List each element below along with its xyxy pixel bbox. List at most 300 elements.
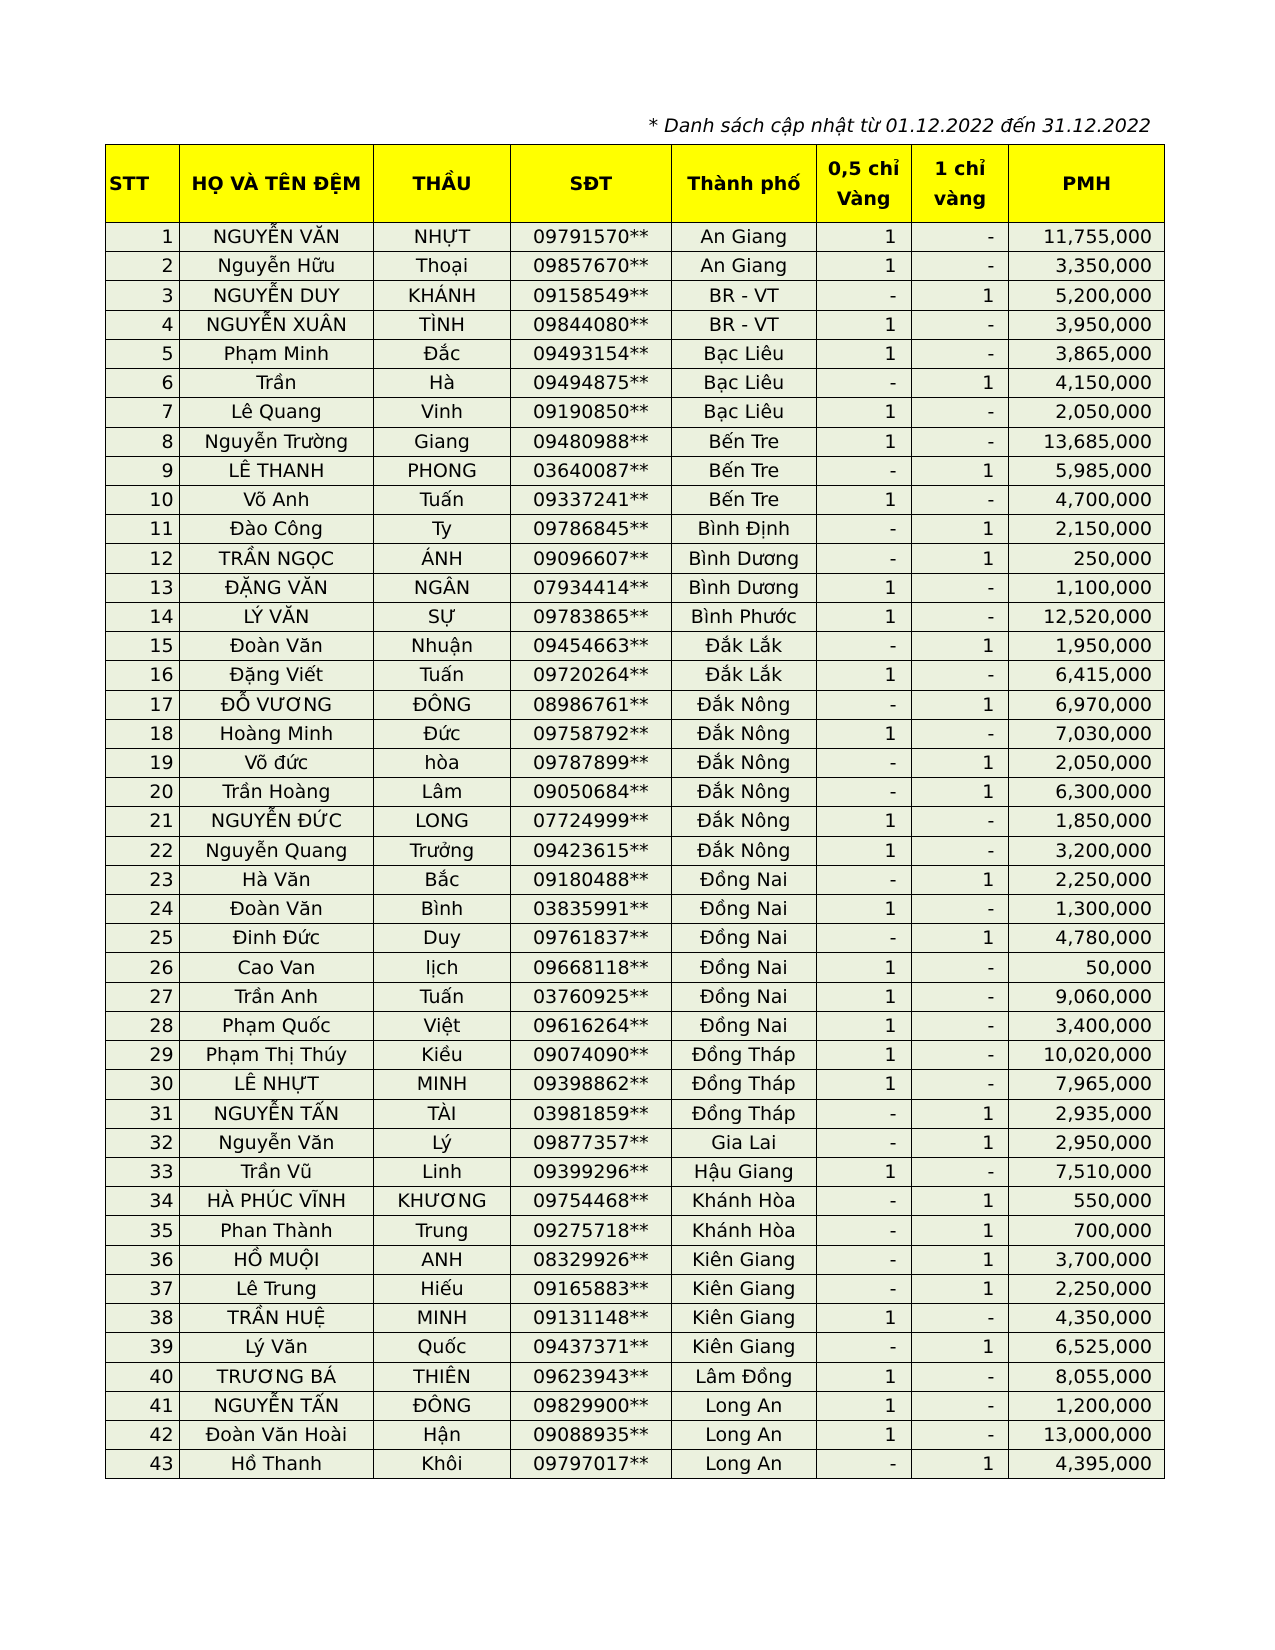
- cell-ho-ten: Đặng Viết: [179, 661, 374, 690]
- cell-thanh-pho: Đắk Nông: [671, 807, 816, 836]
- cell-half-chi: 1: [816, 223, 911, 252]
- cell-half-chi: 1: [816, 1011, 911, 1040]
- cell-ho-ten: LÊ NHỰT: [179, 1070, 374, 1099]
- cell-ho-ten: Lý Văn: [179, 1333, 374, 1362]
- cell-pmh: 2,935,000: [1009, 1099, 1165, 1128]
- cell-stt: 43: [106, 1450, 180, 1479]
- cell-pmh: 3,400,000: [1009, 1011, 1165, 1040]
- table-row: [106, 223, 1165, 252]
- cell-stt: 1: [106, 223, 180, 252]
- cell-thau: NGÂN: [374, 573, 511, 602]
- cell-stt: 38: [106, 1304, 180, 1333]
- cell-thanh-pho: Khánh Hòa: [671, 1187, 816, 1216]
- cell-half-chi: -: [816, 515, 911, 544]
- table-row: [106, 602, 1165, 631]
- cell-sdt: 08329926**: [510, 1245, 671, 1274]
- cell-sdt: 09797017**: [510, 1450, 671, 1479]
- cell-pmh: 4,780,000: [1009, 924, 1165, 953]
- cell-half-chi: 1: [816, 398, 911, 427]
- cell-sdt: 09791570**: [510, 223, 671, 252]
- cell-stt: 17: [106, 690, 180, 719]
- table-row: [106, 339, 1165, 368]
- table-row: [106, 1245, 1165, 1274]
- cell-pmh: 11,755,000: [1009, 223, 1165, 252]
- cell-half-chi: 1: [816, 895, 911, 924]
- cell-thau: Nhuận: [374, 632, 511, 661]
- cell-thau: Hiếu: [374, 1274, 511, 1303]
- table-row: [106, 1450, 1165, 1479]
- cell-half-chi: -: [816, 778, 911, 807]
- cell-thau: Lâm: [374, 778, 511, 807]
- cell-ho-ten: HÀ PHÚC VĨNH: [179, 1187, 374, 1216]
- cell-pmh: 1,300,000: [1009, 895, 1165, 924]
- cell-pmh: 4,350,000: [1009, 1304, 1165, 1333]
- cell-pmh: 6,300,000: [1009, 778, 1165, 807]
- cell-ho-ten: ĐỖ VƯƠNG: [179, 690, 374, 719]
- cell-half-chi: 1: [816, 252, 911, 281]
- cell-thanh-pho: Đồng Nai: [671, 1011, 816, 1040]
- cell-thanh-pho: Bến Tre: [671, 427, 816, 456]
- cell-thau: ĐÔNG: [374, 690, 511, 719]
- cell-pmh: 2,950,000: [1009, 1128, 1165, 1157]
- cell-thanh-pho: Long An: [671, 1391, 816, 1420]
- cell-ho-ten: LÊ THANH: [179, 456, 374, 485]
- cell-sdt: 09623943**: [510, 1362, 671, 1391]
- cell-one-chi: 1: [911, 1274, 1009, 1303]
- cell-half-chi: 1: [816, 1304, 911, 1333]
- table-row: [106, 1128, 1165, 1157]
- cell-thanh-pho: Khánh Hòa: [671, 1216, 816, 1245]
- cell-one-chi: -: [911, 1391, 1009, 1420]
- cell-one-chi: 1: [911, 690, 1009, 719]
- table-row: [106, 1158, 1165, 1187]
- cell-stt: 40: [106, 1362, 180, 1391]
- cell-sdt: 09857670**: [510, 252, 671, 281]
- cell-one-chi: 1: [911, 748, 1009, 777]
- cell-one-chi: -: [911, 252, 1009, 281]
- cell-half-chi: 1: [816, 1362, 911, 1391]
- cell-thanh-pho: Bình Dương: [671, 544, 816, 573]
- cell-sdt: 09761837**: [510, 924, 671, 953]
- cell-ho-ten: Trần Vũ: [179, 1158, 374, 1187]
- cell-half-chi: 1: [816, 339, 911, 368]
- cell-one-chi: 1: [911, 1099, 1009, 1128]
- cell-ho-ten: TRƯƠNG BÁ: [179, 1362, 374, 1391]
- table-row: [106, 1041, 1165, 1070]
- cell-stt: 36: [106, 1245, 180, 1274]
- cell-half-chi: -: [816, 281, 911, 310]
- table-row: [106, 1011, 1165, 1040]
- cell-sdt: 09165883**: [510, 1274, 671, 1303]
- cell-pmh: 4,150,000: [1009, 369, 1165, 398]
- cell-thau: Bình: [374, 895, 511, 924]
- cell-thanh-pho: Đồng Tháp: [671, 1070, 816, 1099]
- cell-ho-ten: TRẦN NGỌC: [179, 544, 374, 573]
- cell-half-chi: -: [816, 1128, 911, 1157]
- cell-one-chi: -: [911, 661, 1009, 690]
- cell-thau: Bắc: [374, 865, 511, 894]
- cell-stt: 4: [106, 310, 180, 339]
- cell-thanh-pho: Đồng Nai: [671, 953, 816, 982]
- gold-award-table: [105, 144, 1165, 1479]
- cell-stt: 25: [106, 924, 180, 953]
- cell-one-chi: -: [911, 807, 1009, 836]
- cell-thanh-pho: Đồng Nai: [671, 865, 816, 894]
- cell-sdt: 09050684**: [510, 778, 671, 807]
- cell-one-chi: 1: [911, 369, 1009, 398]
- cell-one-chi: 1: [911, 1187, 1009, 1216]
- cell-one-chi: -: [911, 1041, 1009, 1070]
- header-pmh: PMH: [1009, 145, 1165, 223]
- cell-sdt: 09754468**: [510, 1187, 671, 1216]
- cell-sdt: 09190850**: [510, 398, 671, 427]
- cell-pmh: 2,250,000: [1009, 865, 1165, 894]
- cell-stt: 8: [106, 427, 180, 456]
- cell-ho-ten: HỒ MUỘI: [179, 1245, 374, 1274]
- cell-thanh-pho: Đắk Nông: [671, 778, 816, 807]
- cell-one-chi: 1: [911, 924, 1009, 953]
- table-row: [106, 953, 1165, 982]
- cell-half-chi: 1: [816, 485, 911, 514]
- cell-thanh-pho: Lâm Đồng: [671, 1362, 816, 1391]
- table-row: [106, 456, 1165, 485]
- cell-pmh: 7,510,000: [1009, 1158, 1165, 1187]
- cell-sdt: 07934414**: [510, 573, 671, 602]
- cell-ho-ten: Cao Van: [179, 953, 374, 982]
- cell-stt: 12: [106, 544, 180, 573]
- cell-thau: Thoại: [374, 252, 511, 281]
- cell-ho-ten: Hoàng Minh: [179, 719, 374, 748]
- cell-one-chi: 1: [911, 1333, 1009, 1362]
- cell-sdt: 09337241**: [510, 485, 671, 514]
- table-row: [106, 398, 1165, 427]
- table-row: [106, 1216, 1165, 1245]
- cell-stt: 19: [106, 748, 180, 777]
- cell-sdt: 09454663**: [510, 632, 671, 661]
- table-row: [106, 982, 1165, 1011]
- cell-thanh-pho: An Giang: [671, 252, 816, 281]
- cell-ho-ten: Đoàn Văn: [179, 632, 374, 661]
- cell-half-chi: -: [816, 1099, 911, 1128]
- cell-pmh: 1,100,000: [1009, 573, 1165, 602]
- cell-sdt: 09088935**: [510, 1420, 671, 1449]
- cell-stt: 33: [106, 1158, 180, 1187]
- table-row: [106, 1333, 1165, 1362]
- cell-thau: Kiều: [374, 1041, 511, 1070]
- cell-stt: 7: [106, 398, 180, 427]
- cell-one-chi: -: [911, 719, 1009, 748]
- cell-thanh-pho: Đồng Tháp: [671, 1099, 816, 1128]
- cell-sdt: 09616264**: [510, 1011, 671, 1040]
- header-one-chi-line2: vàng: [933, 187, 987, 210]
- cell-thau: SỰ: [374, 602, 511, 631]
- table-row: [106, 719, 1165, 748]
- cell-pmh: 7,965,000: [1009, 1070, 1165, 1099]
- cell-pmh: 3,200,000: [1009, 836, 1165, 865]
- cell-pmh: 10,020,000: [1009, 1041, 1165, 1070]
- cell-thanh-pho: BR - VT: [671, 281, 816, 310]
- cell-one-chi: 1: [911, 1450, 1009, 1479]
- cell-half-chi: -: [816, 544, 911, 573]
- cell-one-chi: 1: [911, 456, 1009, 485]
- table-row: [106, 748, 1165, 777]
- cell-stt: 18: [106, 719, 180, 748]
- cell-half-chi: 1: [816, 807, 911, 836]
- cell-sdt: 09720264**: [510, 661, 671, 690]
- cell-thanh-pho: Đắk Nông: [671, 836, 816, 865]
- cell-stt: 20: [106, 778, 180, 807]
- cell-half-chi: -: [816, 1245, 911, 1274]
- cell-stt: 42: [106, 1420, 180, 1449]
- cell-thau: Đắc: [374, 339, 511, 368]
- cell-thau: PHONG: [374, 456, 511, 485]
- cell-ho-ten: NGUYỄN TẤN: [179, 1391, 374, 1420]
- cell-pmh: 3,950,000: [1009, 310, 1165, 339]
- cell-stt: 39: [106, 1333, 180, 1362]
- cell-stt: 34: [106, 1187, 180, 1216]
- table-row: [106, 573, 1165, 602]
- header-one-chi: [911, 145, 1009, 223]
- cell-ho-ten: NGUYỄN DUY: [179, 281, 374, 310]
- cell-thau: ANH: [374, 1245, 511, 1274]
- cell-thau: Việt: [374, 1011, 511, 1040]
- cell-half-chi: 1: [816, 427, 911, 456]
- cell-stt: 28: [106, 1011, 180, 1040]
- cell-ho-ten: Phạm Minh: [179, 339, 374, 368]
- cell-one-chi: -: [911, 310, 1009, 339]
- cell-half-chi: 1: [816, 982, 911, 1011]
- cell-sdt: 03640087**: [510, 456, 671, 485]
- update-note: * Danh sách cập nhật từ 01.12.2022 đến 31.12.2022: [648, 115, 1151, 137]
- cell-one-chi: -: [911, 895, 1009, 924]
- cell-pmh: 1,200,000: [1009, 1391, 1165, 1420]
- cell-ho-ten: Nguyễn Quang: [179, 836, 374, 865]
- cell-pmh: 250,000: [1009, 544, 1165, 573]
- cell-thau: Tuấn: [374, 982, 511, 1011]
- table-row: [106, 1362, 1165, 1391]
- cell-thanh-pho: Đắk Nông: [671, 690, 816, 719]
- cell-thanh-pho: Kiên Giang: [671, 1245, 816, 1274]
- header-thanh-pho: Thành phố: [671, 145, 816, 223]
- cell-half-chi: 1: [816, 573, 911, 602]
- cell-half-chi: 1: [816, 1391, 911, 1420]
- cell-pmh: 2,050,000: [1009, 748, 1165, 777]
- cell-ho-ten: Trần: [179, 369, 374, 398]
- cell-half-chi: 1: [816, 836, 911, 865]
- cell-one-chi: -: [911, 953, 1009, 982]
- cell-ho-ten: ĐẶNG VĂN: [179, 573, 374, 602]
- cell-sdt: 09783865**: [510, 602, 671, 631]
- cell-half-chi: 1: [816, 1070, 911, 1099]
- table-row: [106, 924, 1165, 953]
- cell-half-chi: 1: [816, 310, 911, 339]
- cell-half-chi: -: [816, 369, 911, 398]
- cell-stt: 6: [106, 369, 180, 398]
- header-sdt: SĐT: [510, 145, 671, 223]
- cell-ho-ten: Hồ Thanh: [179, 1450, 374, 1479]
- cell-stt: 5: [106, 339, 180, 368]
- cell-sdt: 09096607**: [510, 544, 671, 573]
- cell-ho-ten: Lê Quang: [179, 398, 374, 427]
- cell-pmh: 9,060,000: [1009, 982, 1165, 1011]
- cell-half-chi: -: [816, 1187, 911, 1216]
- cell-half-chi: -: [816, 1274, 911, 1303]
- cell-thau: KHƯƠNG: [374, 1187, 511, 1216]
- cell-ho-ten: NGUYỄN TẤN: [179, 1099, 374, 1128]
- cell-thanh-pho: BR - VT: [671, 310, 816, 339]
- cell-stt: 13: [106, 573, 180, 602]
- cell-half-chi: -: [816, 690, 911, 719]
- cell-pmh: 5,985,000: [1009, 456, 1165, 485]
- cell-thanh-pho: An Giang: [671, 223, 816, 252]
- cell-sdt: 03760925**: [510, 982, 671, 1011]
- header-ho-ten: HỌ VÀ TÊN ĐỆM: [179, 145, 374, 223]
- table-row: [106, 544, 1165, 573]
- cell-thanh-pho: Bến Tre: [671, 456, 816, 485]
- cell-one-chi: -: [911, 982, 1009, 1011]
- cell-sdt: 09787899**: [510, 748, 671, 777]
- cell-thanh-pho: Kiên Giang: [671, 1304, 816, 1333]
- table-row: [106, 515, 1165, 544]
- cell-pmh: 3,700,000: [1009, 1245, 1165, 1274]
- header-one-chi-line1: 1 chỉ: [934, 157, 986, 180]
- cell-ho-ten: NGUYỄN ĐỨC: [179, 807, 374, 836]
- cell-pmh: 8,055,000: [1009, 1362, 1165, 1391]
- cell-thanh-pho: Kiên Giang: [671, 1333, 816, 1362]
- cell-one-chi: 1: [911, 1128, 1009, 1157]
- cell-ho-ten: Đào Công: [179, 515, 374, 544]
- table-row: [106, 1420, 1165, 1449]
- cell-one-chi: -: [911, 1011, 1009, 1040]
- cell-thau: Duy: [374, 924, 511, 953]
- cell-sdt: 09398862**: [510, 1070, 671, 1099]
- cell-ho-ten: NGUYỄN VĂN: [179, 223, 374, 252]
- cell-pmh: 7,030,000: [1009, 719, 1165, 748]
- table-row: [106, 1099, 1165, 1128]
- cell-thanh-pho: Đồng Nai: [671, 895, 816, 924]
- cell-pmh: 2,150,000: [1009, 515, 1165, 544]
- cell-half-chi: -: [816, 924, 911, 953]
- cell-half-chi: -: [816, 1450, 911, 1479]
- cell-thau: Hà: [374, 369, 511, 398]
- cell-stt: 22: [106, 836, 180, 865]
- cell-pmh: 2,250,000: [1009, 1274, 1165, 1303]
- cell-one-chi: 1: [911, 544, 1009, 573]
- cell-ho-ten: Đinh Đức: [179, 924, 374, 953]
- cell-stt: 37: [106, 1274, 180, 1303]
- cell-ho-ten: Đoàn Văn: [179, 895, 374, 924]
- cell-stt: 32: [106, 1128, 180, 1157]
- cell-pmh: 550,000: [1009, 1187, 1165, 1216]
- cell-sdt: 09758792**: [510, 719, 671, 748]
- cell-thanh-pho: Đồng Tháp: [671, 1041, 816, 1070]
- cell-ho-ten: Võ đức: [179, 748, 374, 777]
- cell-pmh: 50,000: [1009, 953, 1165, 982]
- table-row: [106, 427, 1165, 456]
- cell-one-chi: -: [911, 1420, 1009, 1449]
- cell-pmh: 6,970,000: [1009, 690, 1165, 719]
- cell-ho-ten: Trần Hoàng: [179, 778, 374, 807]
- cell-thau: Tuấn: [374, 485, 511, 514]
- cell-thau: Khôi: [374, 1450, 511, 1479]
- cell-sdt: 07724999**: [510, 807, 671, 836]
- cell-one-chi: 1: [911, 281, 1009, 310]
- cell-sdt: 09275718**: [510, 1216, 671, 1245]
- cell-thau: LONG: [374, 807, 511, 836]
- cell-thanh-pho: Bến Tre: [671, 485, 816, 514]
- cell-stt: 26: [106, 953, 180, 982]
- cell-stt: 24: [106, 895, 180, 924]
- cell-sdt: 09786845**: [510, 515, 671, 544]
- header-half-chi-line2: Vàng: [836, 187, 891, 210]
- cell-one-chi: -: [911, 223, 1009, 252]
- cell-thanh-pho: Hậu Giang: [671, 1158, 816, 1187]
- cell-thanh-pho: Đắk Nông: [671, 719, 816, 748]
- cell-stt: 30: [106, 1070, 180, 1099]
- cell-thanh-pho: Bình Định: [671, 515, 816, 544]
- table-row: [106, 1304, 1165, 1333]
- cell-ho-ten: Nguyễn Trường: [179, 427, 374, 456]
- cell-pmh: 2,050,000: [1009, 398, 1165, 427]
- cell-thau: TÌNH: [374, 310, 511, 339]
- cell-thau: Trưởng: [374, 836, 511, 865]
- cell-thau: Linh: [374, 1158, 511, 1187]
- table-row: [106, 1070, 1165, 1099]
- cell-one-chi: -: [911, 1070, 1009, 1099]
- cell-thanh-pho: Bạc Liêu: [671, 369, 816, 398]
- table-row: [106, 310, 1165, 339]
- cell-sdt: 09074090**: [510, 1041, 671, 1070]
- cell-sdt: 09844080**: [510, 310, 671, 339]
- cell-sdt: 09158549**: [510, 281, 671, 310]
- table-row: [106, 1391, 1165, 1420]
- cell-ho-ten: Đoàn Văn Hoài: [179, 1420, 374, 1449]
- cell-thanh-pho: Long An: [671, 1420, 816, 1449]
- cell-half-chi: -: [816, 748, 911, 777]
- cell-stt: 21: [106, 807, 180, 836]
- cell-one-chi: 1: [911, 632, 1009, 661]
- cell-ho-ten: LÝ VĂN: [179, 602, 374, 631]
- cell-pmh: 3,350,000: [1009, 252, 1165, 281]
- cell-stt: 27: [106, 982, 180, 1011]
- cell-ho-ten: NGUYỄN XUÂN: [179, 310, 374, 339]
- cell-stt: 23: [106, 865, 180, 894]
- table-row: [106, 661, 1165, 690]
- cell-sdt: 09877357**: [510, 1128, 671, 1157]
- cell-thau: Hận: [374, 1420, 511, 1449]
- cell-one-chi: -: [911, 398, 1009, 427]
- cell-one-chi: -: [911, 427, 1009, 456]
- table-row: [106, 1274, 1165, 1303]
- cell-half-chi: -: [816, 632, 911, 661]
- cell-thanh-pho: Đắk Lắk: [671, 661, 816, 690]
- cell-one-chi: -: [911, 1304, 1009, 1333]
- cell-half-chi: -: [816, 1216, 911, 1245]
- cell-pmh: 1,850,000: [1009, 807, 1165, 836]
- cell-stt: 2: [106, 252, 180, 281]
- cell-one-chi: 1: [911, 1216, 1009, 1245]
- cell-sdt: 09423615**: [510, 836, 671, 865]
- cell-half-chi: 1: [816, 1041, 911, 1070]
- cell-half-chi: 1: [816, 1158, 911, 1187]
- table-row: [106, 690, 1165, 719]
- header-thau: THẦU: [374, 145, 511, 223]
- cell-ho-ten: Nguyễn Văn: [179, 1128, 374, 1157]
- cell-sdt: 09493154**: [510, 339, 671, 368]
- table-row: [106, 252, 1165, 281]
- cell-thanh-pho: Đắk Lắk: [671, 632, 816, 661]
- cell-thau: TÀI: [374, 1099, 511, 1128]
